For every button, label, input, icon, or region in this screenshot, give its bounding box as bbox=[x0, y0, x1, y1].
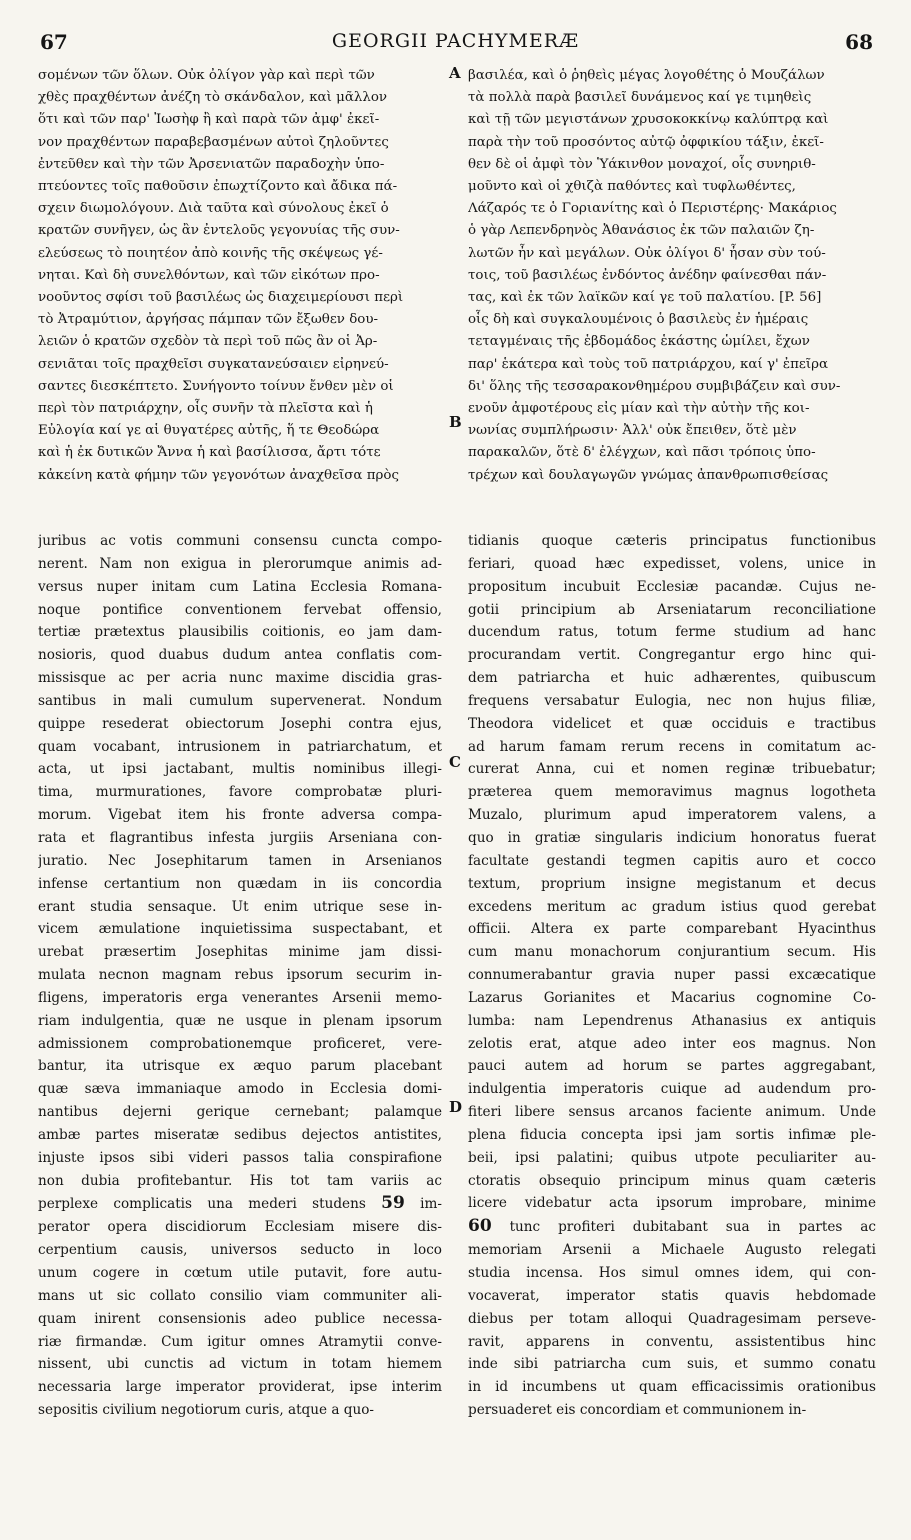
text-line: Λάζαρός τε ὁ Γοριανίτης καὶ ὁ Περιστέρης· Μακάριος bbox=[468, 201, 837, 217]
text-line: frequens versabatur Eulogia, nec non hujus filiæ, bbox=[468, 692, 876, 709]
text-line: nosioris, quod duabus dudum antea conflatis com- bbox=[38, 647, 442, 664]
text-line: παρὰ τὴν τοῦ προσόντος αὐτῷ ὀφφικίου τάξιν, ἐκεῖ- bbox=[468, 134, 824, 150]
text-line: tima, murmurationes, favore comprobatæ pluri- bbox=[38, 784, 442, 801]
text-line: memoriam Arsenii a Michaele Augusto relegati bbox=[468, 1242, 876, 1259]
text-line: 60 tunc profiteri dubitabant sua in partes ac bbox=[468, 1216, 876, 1237]
text-line: ἐντεῦθεν καὶ τὴν τῶν Ἀρσενιατῶν παραδοχὴν ὑπο- bbox=[38, 156, 385, 172]
text-line: perplexe complicatis una mederi studens 59 im- bbox=[38, 1193, 442, 1214]
text-line: χθὲς πραχθέντων ἀνέζη τὸ σκάνδαλον, καὶ μᾶλλον bbox=[38, 90, 388, 106]
text-line: καὶ τῇ τῶν μεγιστάνων χρυσοκοκκίνῳ καλύπτρᾳ καὶ bbox=[468, 112, 829, 128]
text-line: παρακαλῶν, ὅτὲ δ' ἐλέγχων, καὶ πᾶσι τρόποις ὑπο- bbox=[468, 445, 816, 461]
text-line: feriari, quoad hæc expedisset, volens, unice in bbox=[468, 555, 876, 572]
text-line: urebat præsertim Josephitas minime jam dissi- bbox=[38, 944, 442, 961]
text-line: σχειν διωμολόγουν. Διὰ ταῦτα καὶ σύνολους ἐκεῖ ὁ bbox=[38, 201, 389, 217]
text-line: nantibus dejerni gerique cernebant; palamque bbox=[38, 1104, 442, 1121]
text-line: versus nuper initam cum Latina Ecclesia Romana- bbox=[38, 578, 442, 595]
text-line: perator opera discidiorum Ecclesiam misere dis- bbox=[38, 1219, 442, 1236]
text-line: connumerabantur gravia nuper passi excæcatique bbox=[468, 967, 876, 984]
text-line: πτεύοντες τοῖς παθοῦσιν ἐπωχτίζοντο καὶ ἄδικα πά- bbox=[38, 179, 398, 195]
text-line: κρατῶν συνῆγεν, ὡς ἂν ἐντελοῦς γεγονυίας τῆς συν- bbox=[38, 223, 400, 239]
text-line: vicem æmulatione inquietissima suspectabant, et bbox=[38, 921, 442, 938]
text-line: ravit, apparens in conventu, assistentibus hinc bbox=[468, 1333, 876, 1350]
text-line: riæ firmandæ. Cum igitur omnes Atramytii conve- bbox=[38, 1333, 442, 1350]
text-line: admissionem comprobationemque proficeret, vere- bbox=[38, 1035, 442, 1052]
text-line: erant studia sensaque. Ut enim utrique sese in- bbox=[38, 898, 442, 915]
text-line: τὰ πολλὰ παρὰ βασιλεῖ δυνάμενος καί γε τιμηθεὶς bbox=[468, 90, 812, 106]
section-marker-c: C bbox=[449, 753, 461, 771]
text-line: τας, καὶ ἐκ τῶν λαϊκῶν καί γε τοῦ παλατίου. [P. 56] bbox=[468, 290, 822, 306]
text-line: noque pontifice conventionem fervebat offensio, bbox=[38, 601, 442, 618]
text-line: beii, ipsi palatini; quibus utpote peculiariter au- bbox=[468, 1149, 876, 1166]
text-line: lumba: nam Lependrenus Athanasius ex antiquis bbox=[468, 1012, 876, 1029]
text-line: gotii principium ab Arseniatarum reconciliatione bbox=[468, 601, 876, 618]
text-line: riam indulgentia, quæ ne usque in plenam ipsorum bbox=[38, 1012, 442, 1029]
text-line: infense certantium non quædam in iis concordia bbox=[38, 875, 442, 892]
running-title: GEORGII PACHYMERÆ bbox=[331, 30, 580, 52]
text-line: τὸ Ἀτραμύτιον, ἀργήσας πάμπαν τῶν ἔξωθεν δου- bbox=[38, 312, 378, 328]
text-line: studia incensa. Hos simul omnes idem, qui con- bbox=[468, 1265, 876, 1281]
text-line: fligens, imperatoris erga venerantes Arsenii memo- bbox=[38, 989, 442, 1006]
text-line: santibus in mali cumulum supervenerat. Nondum bbox=[38, 692, 442, 709]
text-line: cum manu monachorum conjurantium secum. His bbox=[468, 944, 876, 961]
text-line: ctoratis obsequio principum minus quam cæteris bbox=[468, 1172, 876, 1189]
text-line: licere videbatur acta ipsorum improbare, minime bbox=[468, 1195, 876, 1212]
text-line: Muzalo, plurimum apud imperatorem valens, a bbox=[468, 807, 876, 824]
text-line: vocaverat, imperator statis quavis hebdomade bbox=[468, 1287, 876, 1304]
text-line: βασιλέα, καὶ ὁ ῥηθεὶς μέγας λογοθέτης ὁ Μουζάλων bbox=[468, 68, 825, 83]
text-line: quo in gratiæ singularis indicium honoratus fuerat bbox=[468, 829, 876, 846]
text-line: excedens meritum ac gradum istius quod gerebat bbox=[468, 898, 876, 915]
text-line: τρέχων καὶ δουλαγωγῶν γνώμας ἀπανθρωπισθείσας bbox=[468, 467, 829, 483]
text-line: indulgentia imperatoris cuique ad audendum pro- bbox=[468, 1081, 876, 1098]
text-line: δι' ὅλης τῆς τεσσαρακονθημέρου συμβιβάζειν καὶ συν- bbox=[468, 378, 841, 394]
section-marker-d: D bbox=[449, 1098, 463, 1116]
greek-column-right bbox=[468, 65, 876, 505]
text-line: mulata necnon magnam rebus ipsorum securim in- bbox=[38, 967, 442, 984]
text-line: præterea quem memoravimus magnus logotheta bbox=[468, 784, 876, 801]
section-marker-b: B bbox=[449, 413, 462, 431]
text-line: Theodora videlicet et quæ occiduis e tractibus bbox=[468, 715, 876, 732]
text-line: tertiæ prætextus plausibilis coitionis, eo jam dam- bbox=[38, 624, 442, 641]
text-line: fiteri libere sensus arcanos faciente animum. Unde bbox=[468, 1104, 876, 1121]
text-line: παρ' ἑκάτερα καὶ τοὺς τοῦ πατριάρχου, καί γ' ἐπεῖρα bbox=[468, 356, 828, 372]
page-number-right: 68 bbox=[845, 30, 873, 54]
text-line: cerpentium causis, universos seducto in loco bbox=[38, 1242, 442, 1259]
text-line: sepositis civilium negotiorum curis, atque a quo- bbox=[38, 1402, 375, 1419]
text-line: νωνίας συμπλήρωσιν· Ἀλλ' οὐκ ἔπειθεν, ὅτὲ μὲν bbox=[468, 423, 797, 439]
text-line: injuste ipsos sibi videri passos talia conspirafione bbox=[38, 1149, 442, 1166]
text-line: in id incumbens ut quam efficacissimis orationibus bbox=[468, 1379, 876, 1396]
text-line: τεταγμέναις τῆς ἑβδομάδος ἑκάστης ὡμίλει, ἔχων bbox=[468, 334, 810, 350]
text-line: ad harum famam rerum recens in comitatum ac- bbox=[468, 738, 876, 755]
text-line: tidianis quoque cæteris principatus functionibus bbox=[468, 533, 876, 549]
text-line: diebus per totam alloqui Quadragesimam perseve- bbox=[468, 1310, 876, 1327]
text-line: rata et flagrantibus infesta jurgiis Arseniana con- bbox=[38, 829, 442, 846]
text-line: necessaria large imperator providerat, ipse interim bbox=[38, 1379, 442, 1396]
text-line: οἷς δὴ καὶ συγκαλουμένοις ὁ βασιλεὺς ἐν ἡμέραις bbox=[468, 312, 809, 328]
text-line: σομένων τῶν ὅλων. Οὐκ ὀλίγον γὰρ καὶ περὶ τῶν bbox=[38, 68, 375, 83]
section-marker-a: A bbox=[449, 64, 461, 82]
text-line: zelotis erat, atque adeo inter eos magnus. Non bbox=[468, 1035, 876, 1052]
text-line: νηται. Καὶ δὴ συνελθόντων, καὶ τῶν εἰκότων προ- bbox=[38, 267, 380, 283]
text-line: quam inirent consensionis adeo publice necessa- bbox=[38, 1310, 442, 1327]
text-line: θεν δὲ οἱ ἀμφὶ τὸν Ὑάκινθον μοναχοί, οἷς συνηριθ- bbox=[468, 156, 816, 172]
page-number-left: 67 bbox=[40, 30, 68, 54]
text-line: bantur, ita utrisque ex æquo parum placebant bbox=[38, 1058, 442, 1075]
inline-page-number: 60 bbox=[468, 1216, 492, 1237]
text-line: κἀκείνη κατὰ φήμην τῶν γεγονότων ἀναχθεῖσα πρὸς bbox=[38, 467, 399, 483]
text-line: facultate gestandi tegmen capitis auro et cocco bbox=[468, 852, 876, 869]
text-line: καὶ ἡ ἐκ δυτικῶν Ἄννα ἡ καὶ βασίλισσα, ἄρτι τότε bbox=[38, 445, 381, 461]
text-line: ελεύσεως τὸ ποιητέον ἀπὸ κοινῆς τῆς σκέψεως γέ- bbox=[38, 245, 383, 261]
latin-column-right bbox=[468, 530, 876, 1520]
text-line: περὶ τὸν πατριάρχην, οἷς συνῆν τὰ πλεῖστα καὶ ἡ bbox=[38, 401, 373, 417]
inline-page-number: 59 bbox=[381, 1193, 405, 1214]
text-line: dem patriarcha et huic adhærentes, quibuscum bbox=[468, 670, 876, 687]
text-line: curerat Anna, cui et nomen reginæ tribuebatur; bbox=[468, 761, 876, 778]
text-line: Lazarus Gorianites et Macarius cognomine Co- bbox=[468, 989, 876, 1006]
text-line: acta, ut ipsi jactabant, multis nominibus illegi- bbox=[38, 761, 442, 778]
text-line: pauci autem ad horum se partes aggregabant, bbox=[468, 1058, 876, 1075]
text-line: νοοῦντος σφίσι τοῦ βασιλέως ὡς διαχειμερίουσι περὶ bbox=[38, 290, 404, 306]
text-line: unum cogere in cœtum utile putavit, fore autu- bbox=[38, 1265, 442, 1281]
text-line: nerent. Nam non exigua in plerorumque animis ad- bbox=[38, 555, 442, 572]
text-line: τοις, τοῦ βασιλέως ἐνδόντος ἀνέδην φαίνεσθαι πάν- bbox=[468, 267, 827, 283]
text-line: νον πραχθέντων παραβεβασμένων αὐτοὶ ζηλοῦντες bbox=[38, 134, 389, 150]
text-line: ὁ γὰρ Λεπενδρηνὸς Ἀθανάσιος ἐκ τῶν παλαιῶν ζη- bbox=[468, 223, 815, 239]
running-header bbox=[0, 0, 911, 54]
text-line: λωτῶν ἦν καὶ μεγάλων. Οὐκ ὀλίγοι δ' ἦσαν σὺν τού- bbox=[468, 245, 826, 261]
text-line: quam vocabant, intrusionem in patriarchatum, et bbox=[38, 738, 442, 755]
text-line: quæ sæva immaniaque amodo in Ecclesia domi- bbox=[38, 1081, 442, 1098]
text-line: officii. Altera ex parte comparebant Hyacinthus bbox=[468, 921, 876, 938]
latin-column-left bbox=[38, 530, 442, 1520]
text-line: propositum incubuit Ecclesiæ pacandæ. Cujus ne- bbox=[468, 578, 876, 595]
text-line: missisque ac per acria nunc maxime discidia gras- bbox=[38, 670, 442, 687]
text-line: Εὐλογία καί γε αἱ θυγατέρες αὐτῆς, ἥ τε Θεοδώρα bbox=[38, 423, 380, 439]
text-line: ὅτι καὶ τῶν παρ' Ἰωσὴφ ἢ καὶ παρὰ τῶν ἀμφ' ἐκεῖ- bbox=[38, 112, 380, 128]
text-line: persuaderet eis concordiam et communionem in- bbox=[468, 1402, 807, 1419]
text-line: procurandam vertit. Congregantur ergo hinc qui- bbox=[468, 647, 876, 664]
text-line: ενοῦν ἀμφοτέρους εἰς μίαν καὶ τὴν αὐτὴν τῆς κοι- bbox=[468, 401, 810, 417]
text-line: quippe resederat obiectorum Josephi contra ejus, bbox=[38, 715, 442, 732]
text-line: σενιᾶται τοῖς πραχθεῖσι συγκατανεύσαιεν εἰρηνεύ- bbox=[38, 356, 389, 372]
text-line: plena fiducia concepta ipsi jam sortis infimæ ple- bbox=[468, 1126, 876, 1143]
text-line: inde sibi patriarcha cum suis, et summo conatu bbox=[468, 1356, 876, 1373]
text-line: juratio. Nec Josephitarum tamen in Arsenianos bbox=[38, 852, 442, 869]
text-line: μοῦντο καὶ οἱ χθιζὰ παθόντες καὶ τυφλωθέντες, bbox=[468, 179, 796, 195]
text-line: textum, proprium insigne megistanum et decus bbox=[468, 875, 876, 892]
text-line: mans ut sic collato consilio viam communiter ali- bbox=[38, 1287, 442, 1304]
text-line: λειῶν ὁ κρατῶν σχεδὸν τὰ περὶ τοῦ πῶς ἂν οἱ Ἀρ- bbox=[38, 334, 378, 350]
text-line: non dubia profitebantur. His tot tam variis ac bbox=[38, 1172, 442, 1189]
text-line: juribus ac votis communi consensu cuncta compo- bbox=[38, 533, 442, 549]
text-line: ambæ partes miseratæ sedibus dejectos antistites, bbox=[38, 1126, 442, 1143]
text-line: σαντες διεσκέπτετο. Συνήγοντο τοίνυν ἔνθεν μὲν οἱ bbox=[38, 378, 394, 394]
text-line: morum. Vigebat item his fronte adversa compa- bbox=[38, 807, 442, 824]
text-line: nissent, ubi cunctis ad victum in totam hiemem bbox=[38, 1356, 442, 1373]
text-line: ducendum ratus, totum ferme studium ad hanc bbox=[468, 624, 876, 641]
greek-column-left bbox=[38, 65, 442, 505]
